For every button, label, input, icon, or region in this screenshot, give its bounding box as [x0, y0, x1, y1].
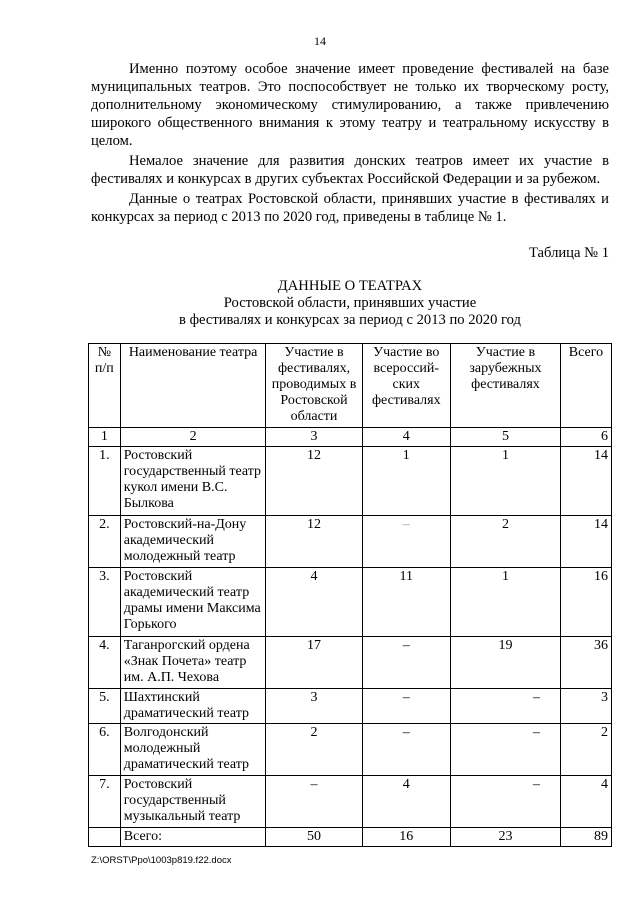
row-num: 6.	[89, 724, 121, 776]
column-number-row	[89, 428, 612, 447]
row-theatre-name: Ростовский-на-Дону академический молодежный театр	[120, 516, 266, 568]
column-number: 5	[451, 428, 561, 447]
paragraph-3: Данные о театрах Ростовской области, принявших участие в фестивалях и конкурсах за период с 2013 по 2020 год, приведены в таблице № 1.	[91, 191, 609, 225]
table-heading	[91, 278, 609, 329]
row-national: –	[362, 689, 450, 724]
header-num: № п/п	[89, 344, 121, 428]
header-foreign: Участие в зарубежных фестивалях	[451, 344, 561, 428]
page-number: 14	[314, 34, 326, 48]
row-foreign: 2	[451, 516, 561, 568]
row-foreign: 1	[451, 447, 561, 516]
row-regional: 12	[266, 516, 362, 568]
table-label: Таблица № 1	[529, 245, 609, 261]
header-name: Наименование театра	[120, 344, 266, 428]
row-theatre-name: Ростовский государственный театр кукол имени В.С. Былкова	[120, 447, 266, 516]
table-row	[89, 637, 612, 689]
row-num: 5.	[89, 689, 121, 724]
totals-empty-cell	[89, 828, 121, 847]
column-number: 4	[362, 428, 450, 447]
table-row	[89, 516, 612, 568]
row-foreign: –	[451, 689, 561, 724]
row-theatre-name: Ростовский государственный музыкальный театр	[120, 776, 266, 828]
row-theatre-name: Таганрогский ордена «Знак Почета» театр им. А.П. Чехова	[120, 637, 266, 689]
row-foreign: –	[451, 724, 561, 776]
paragraph-1: Именно поэтому особое значение имеет проведение фестивалей на базе муниципальных театров. Это поспособствует не только их творческому росту, дополнительному экономическому стимулированию, а также привлечению широкого общественного внимания к этому театру и театральному искусству в целом.	[91, 61, 609, 149]
row-regional: 17	[266, 637, 362, 689]
column-number: 3	[266, 428, 362, 447]
totals-national: 16	[362, 828, 450, 847]
body-text	[91, 60, 609, 228]
row-regional: 12	[266, 447, 362, 516]
row-theatre-name: Волгодонский молодежный драматический театр	[120, 724, 266, 776]
table-row	[89, 568, 612, 637]
row-num: 7.	[89, 776, 121, 828]
header-national: Участие во всероссий-ских фестивалях	[362, 344, 450, 428]
table-row	[89, 689, 612, 724]
table-row	[89, 447, 612, 516]
row-num: 1.	[89, 447, 121, 516]
column-number: 2	[120, 428, 266, 447]
row-num: 2.	[89, 516, 121, 568]
table-header-row	[89, 344, 612, 428]
row-national: 1	[362, 447, 450, 516]
row-national: –	[362, 516, 450, 568]
column-number: 1	[89, 428, 121, 447]
table-heading-subtitle-1: Ростовской области, принявших участие	[223, 295, 477, 311]
row-regional: 2	[266, 724, 362, 776]
totals-total: 89	[560, 828, 611, 847]
row-num: 3.	[89, 568, 121, 637]
row-national: 11	[362, 568, 450, 637]
table-row	[89, 724, 612, 776]
paragraph-2: Немалое значение для развития донских театров имеет их участие в фестивалях и конкурсах в других субъектах Российской Федерации и за рубежом.	[91, 153, 609, 187]
footer-file-path: Z:\ORST\Ppo\1003p819.f22.docx	[91, 855, 232, 866]
row-national: –	[362, 637, 450, 689]
row-foreign: –	[451, 776, 561, 828]
row-foreign: 19	[451, 637, 561, 689]
row-total: 4	[560, 776, 611, 828]
row-total: 14	[560, 516, 611, 568]
row-theatre-name: Ростовский академический театр драмы имени Максима Горького	[120, 568, 266, 637]
totals-row	[89, 828, 612, 847]
row-regional: 3	[266, 689, 362, 724]
row-total: 36	[560, 637, 611, 689]
column-number: 6	[560, 428, 611, 447]
theatres-table	[88, 343, 612, 847]
table-heading-title: ДАННЫЕ О ТЕАТРАХ	[277, 278, 423, 294]
row-total: 16	[560, 568, 611, 637]
table-row	[89, 776, 612, 828]
row-regional: 4	[266, 568, 362, 637]
table-heading-subtitle-2: в фестивалях и конкурсах за период с 2013 по 2020 год	[179, 312, 521, 328]
row-total: 3	[560, 689, 611, 724]
row-total: 14	[560, 447, 611, 516]
totals-foreign: 23	[451, 828, 561, 847]
totals-regional: 50	[266, 828, 362, 847]
row-national: –	[362, 724, 450, 776]
totals-label: Всего:	[120, 828, 266, 847]
row-foreign: 1	[451, 568, 561, 637]
row-num: 4.	[89, 637, 121, 689]
row-regional: –	[266, 776, 362, 828]
row-theatre-name: Шахтинский драматический театр	[120, 689, 266, 724]
row-total: 2	[560, 724, 611, 776]
row-national: 4	[362, 776, 450, 828]
header-regional: Участие в фестивалях, проводимых в Ростовской области	[266, 344, 362, 428]
header-total: Всего	[560, 344, 611, 428]
